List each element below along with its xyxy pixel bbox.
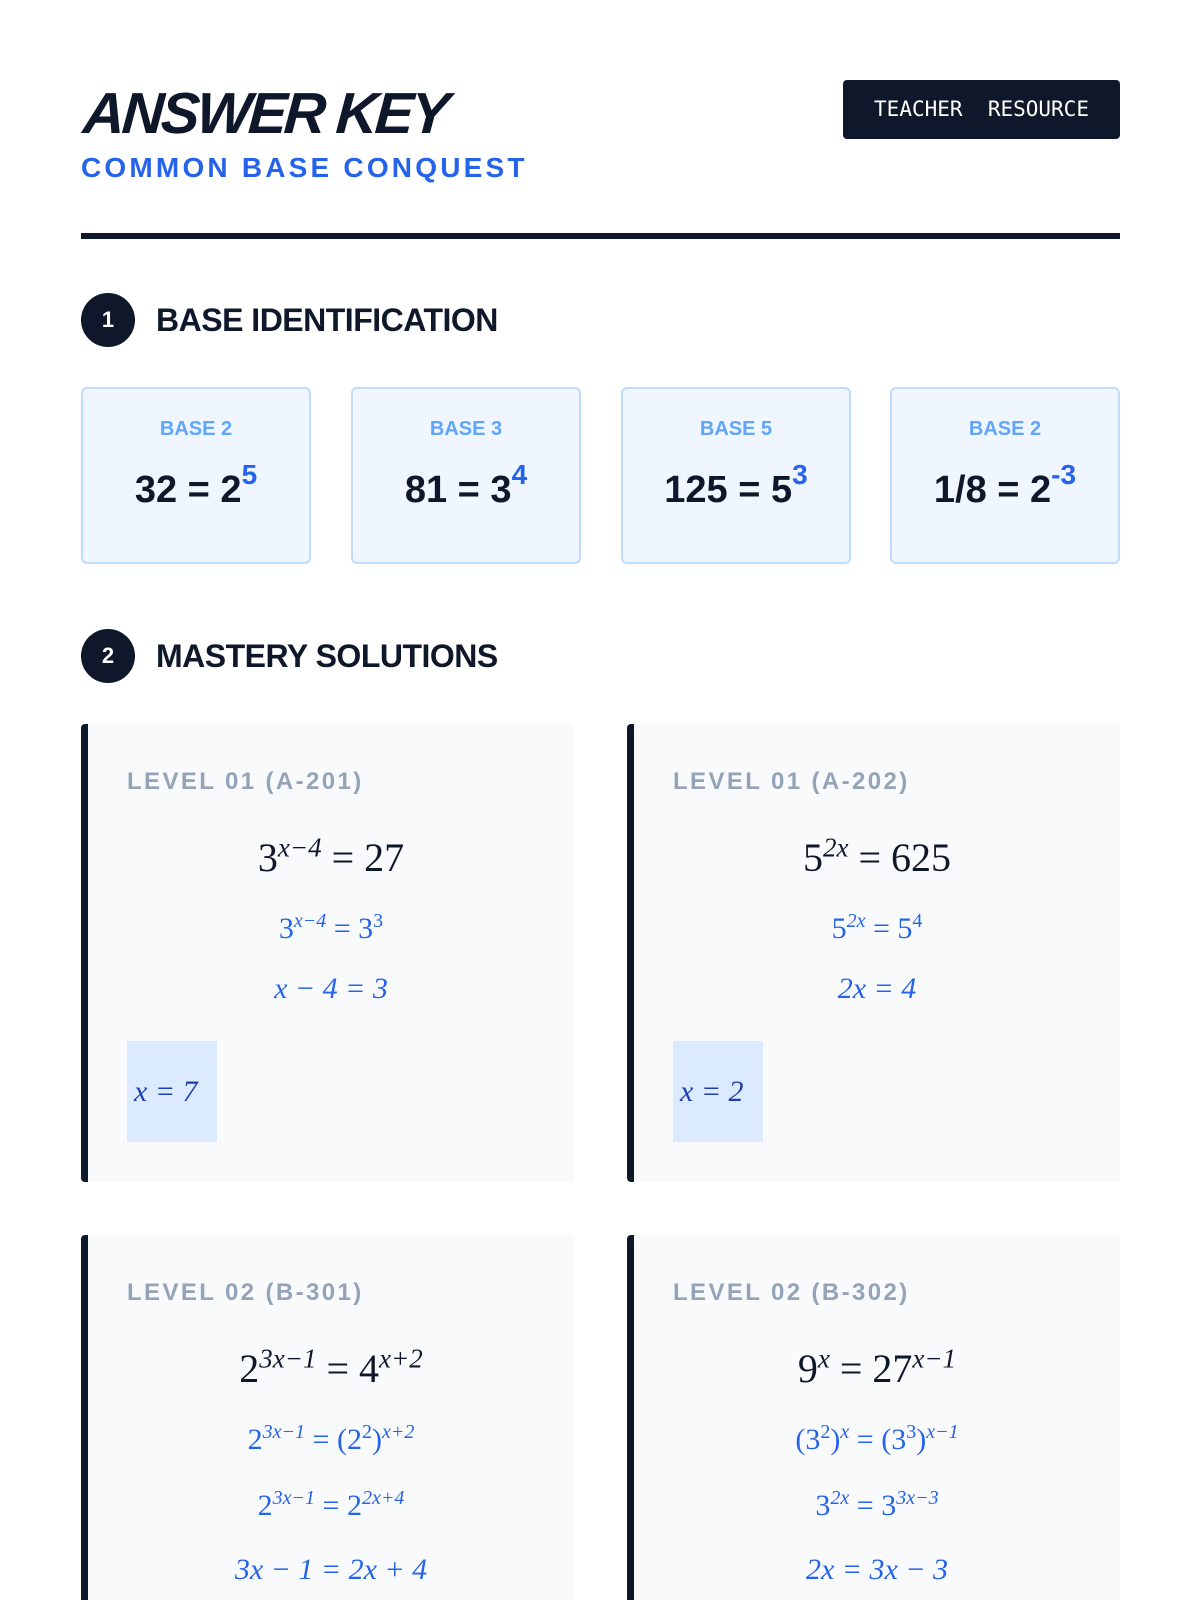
solution-card-b-301 — [81, 1235, 574, 1600]
problem-rhs: 625 — [891, 835, 952, 880]
step-exponent: 3 — [373, 910, 384, 932]
step-exponent: 3x−3 — [896, 1487, 939, 1509]
base-equation-value: 1/8 = 2 — [933, 469, 1052, 511]
solution-step: 3x − 1 = 2x + 4 — [234, 1553, 428, 1586]
solution-level: LEVEL 01 (A-202) — [673, 768, 910, 795]
step-base: 2 — [247, 1423, 263, 1456]
problem-base: 5 — [802, 835, 823, 880]
step-exponent: 2 — [361, 1421, 372, 1443]
step-exponent: x−4 — [293, 910, 327, 932]
base-equation-value: 32 = 2 — [134, 469, 242, 511]
step-exponent: 2x — [846, 910, 866, 932]
problem-exponent: x−4 — [277, 832, 322, 863]
solution-level: LEVEL 02 (B-302) — [673, 1279, 910, 1306]
solution-step: $3^{x-4} = 3^3$ — [278, 910, 384, 945]
answer-box: x = 7 — [127, 1041, 217, 1142]
section-number-badge: 2 — [81, 629, 135, 683]
page-title: ANSWER KEY — [81, 81, 449, 146]
base-equation — [892, 459, 1118, 512]
base-equation-value: 125 = 5 — [664, 469, 793, 511]
base-label: BASE 2 — [159, 418, 233, 440]
step-exponent: 2x — [830, 1487, 850, 1509]
base-equation-value: 81 = 3 — [404, 469, 512, 511]
answer-key-page — [81, 0, 1120, 1600]
step-base: 2 — [346, 1489, 362, 1522]
base-exponent: 5 — [241, 459, 258, 491]
step-exponent: 3x−1 — [272, 1487, 316, 1509]
problem-equation: $9^x = 27^{x-1}$ — [797, 1343, 957, 1391]
solution-step: $3^{2x} = 3^{3x-3}$ — [815, 1487, 939, 1522]
solution-step: x − 4 = 3 — [274, 972, 388, 1005]
step-exponent: x — [840, 1421, 850, 1443]
base-exponent: -3 — [1051, 459, 1077, 491]
base-label: BASE 5 — [699, 418, 773, 440]
step-base: 3 — [881, 1489, 897, 1522]
step-exponent: 3x−1 — [262, 1421, 306, 1443]
section-number-badge: 1 — [81, 293, 135, 347]
problem-equation: $2^{3x-1} = 4^{x+2}$ — [239, 1343, 423, 1391]
answer-box: x = 2 — [673, 1041, 763, 1142]
problem-exponent: 2x — [822, 832, 849, 863]
problem-exponent: x — [817, 1343, 830, 1374]
header — [81, 80, 1120, 240]
problem-base: 4 — [359, 1346, 380, 1391]
page-subtitle: COMMON BASE CONQUEST — [81, 152, 528, 183]
solution-card-a-202 — [627, 724, 1120, 1182]
base-cards — [81, 387, 1120, 564]
problem-base: 9 — [797, 1346, 818, 1391]
base-exponent: 3 — [792, 459, 808, 491]
section-mastery-solutions — [81, 629, 498, 683]
solution-step: 2x = 4 — [837, 972, 917, 1005]
base-equation — [83, 459, 309, 512]
solution-level: LEVEL 01 (A-201) — [127, 768, 364, 795]
header-divider — [81, 233, 1120, 239]
solution-step: $2^{3x-1} = 2^{2x+4}$ — [257, 1487, 405, 1522]
base-card — [351, 387, 581, 564]
problem-base: 2 — [239, 1346, 260, 1391]
base-card — [81, 387, 311, 564]
solution-step: 2x = 3x − 3 — [805, 1553, 949, 1586]
solution-step: $(3^2)^x = (3^3)^{x-1}$ — [795, 1421, 959, 1456]
step-base: 5 — [897, 912, 913, 945]
teacher-resource-badge: TEACHER RESOURCE — [843, 80, 1120, 139]
step-base: 3 — [891, 1423, 907, 1456]
base-label: BASE 3 — [429, 418, 503, 440]
section-base-identification — [81, 293, 498, 347]
step-base: 2 — [257, 1489, 273, 1522]
problem-exponent: x+2 — [379, 1343, 423, 1374]
section-title: MASTERY SOLUTIONS — [156, 637, 498, 674]
problem-equation: $3^{x-4} = 27$ — [257, 832, 405, 880]
solution-step: $5^{2x} = 5^4$ — [831, 910, 923, 945]
step-exponent: 4 — [912, 910, 923, 932]
step-exponent: x+2 — [381, 1421, 415, 1443]
step-exponent: x−1 — [926, 1421, 959, 1443]
base-label: BASE 2 — [968, 418, 1042, 440]
step-exponent: 2x+4 — [361, 1487, 405, 1509]
base-card — [621, 387, 851, 564]
step-base: 3 — [805, 1423, 821, 1456]
step-exponent: 2 — [820, 1421, 831, 1443]
problem-exponent: x−1 — [912, 1343, 957, 1374]
section-title: BASE IDENTIFICATION — [156, 301, 498, 338]
problem-equation: $5^{2x} = 625$ — [802, 832, 952, 880]
solution-level: LEVEL 02 (B-301) — [127, 1279, 364, 1306]
problem-rhs: 27 — [364, 835, 405, 880]
step-exponent: 3 — [906, 1421, 917, 1443]
step-base: 3 — [358, 912, 374, 945]
step-base: 2 — [346, 1423, 362, 1456]
solution-step: $2^{3x-1} = (2^2)^{x+2}$ — [247, 1421, 415, 1456]
base-equation — [623, 459, 849, 512]
step-base: 5 — [831, 912, 847, 945]
solution-card-b-302 — [627, 1235, 1120, 1600]
solution-card-a-201 — [81, 724, 574, 1182]
step-base: 3 — [815, 1489, 831, 1522]
base-card — [890, 387, 1120, 564]
base-equation — [353, 459, 579, 512]
problem-base: 27 — [872, 1346, 913, 1391]
problem-base: 3 — [257, 835, 278, 880]
step-base: 3 — [278, 912, 294, 945]
problem-exponent: 3x−1 — [259, 1343, 317, 1374]
base-exponent: 4 — [511, 459, 528, 491]
